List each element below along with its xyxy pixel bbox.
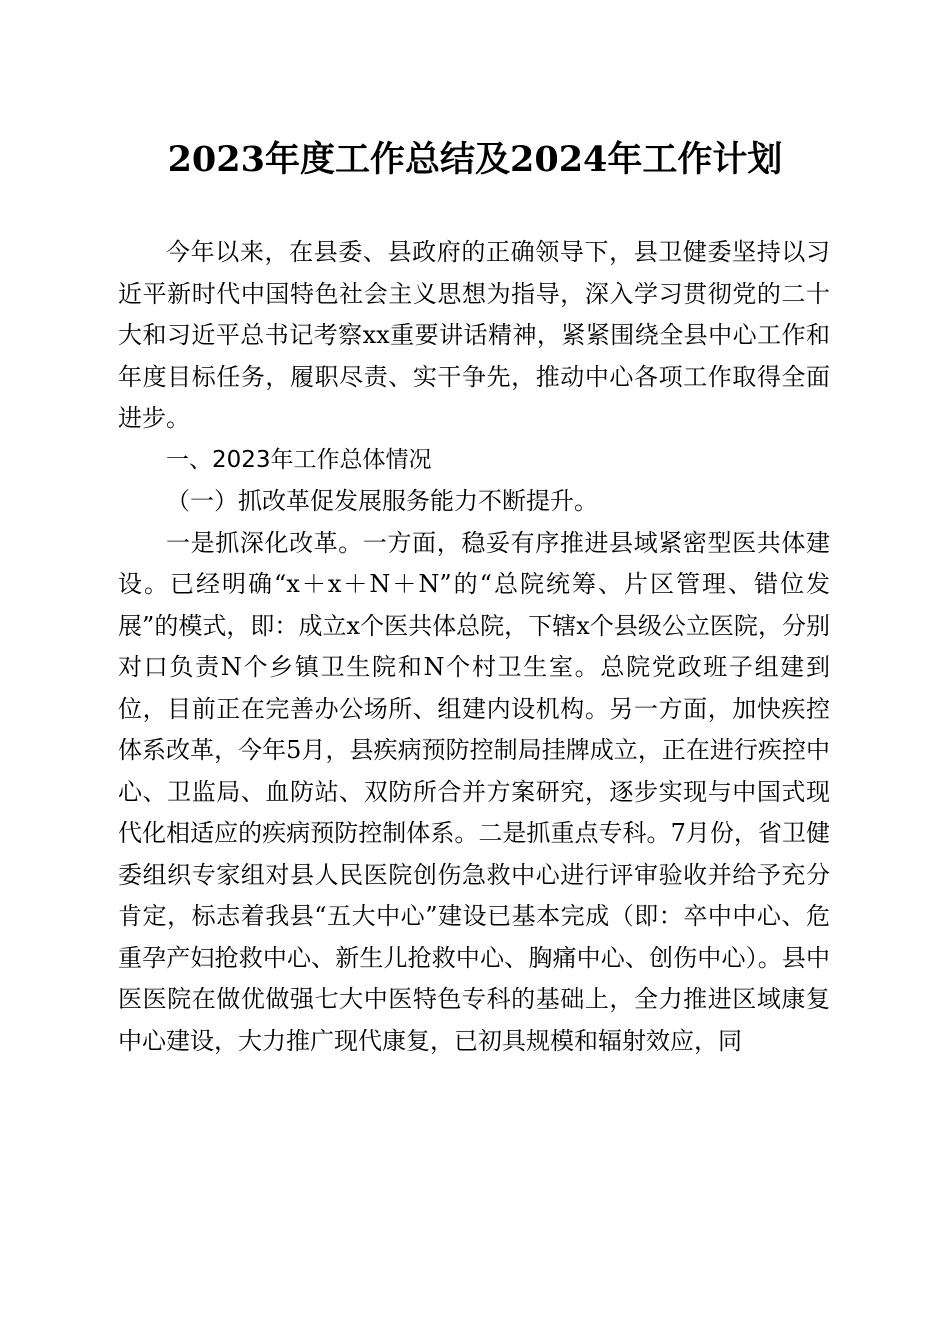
intro-paragraph: 今年以来，在县委、县政府的正确领导下，县卫健委坚持以习近平新时代中国特色社会主义思想为指导，深入学习贯彻党的二十大和习近平总书记考察xx重要讲话精神，紧紧围绕全县中心工作和年度目标任务，履职尽责、实干争先，推动中心各项工作取得全面进步。 [118,238,830,432]
document-body [118,232,830,1062]
section-heading-1: 一、2023年工作总体情况 [166,446,432,473]
body-paragraph: 一是抓深化改革。一方面，稳妥有序推进县域紧密型医共体建设。已经明确“x＋x＋N＋N”的“总院统筹、片区管理、错位发展”的模式，即：成立x个医共体总院，下辖x个县级公立医院，分别对口负责N个乡镇卫生院和N个村卫生室。总院党政班子组建到位，目前正在完善办公场所、组建内设机构。另一方面，加快疾控体系改革，今年5月，县疾病预防控制局挂牌成立，正在进行疾控中心、卫监局、血防站、双防所合并方案研究，逐步实现与中国式现代化相适应的疾病预防控制体系。二是抓重点专科。7月份，省卫健委组织专家组对县人民医院创伤急救中心进行评审验收并给予充分肯定，标志着我县“五大中心”建设已基本完成（即：卒中中心、危重孕产妇抢救中心、新生儿抢救中心、胸痛中心、创伤中心）。县中医医院在做优做强七大中医特色专科的基础上，全力推进区域康复中心建设，大力推广现代康复，已初具规模和辐射效应，同 [118,528,830,1055]
subsection-heading-1: （一）抓改革促发展服务能力不断提升。 [166,487,598,515]
document-title: 2023年度工作总结及2024年工作计划 [167,139,783,180]
